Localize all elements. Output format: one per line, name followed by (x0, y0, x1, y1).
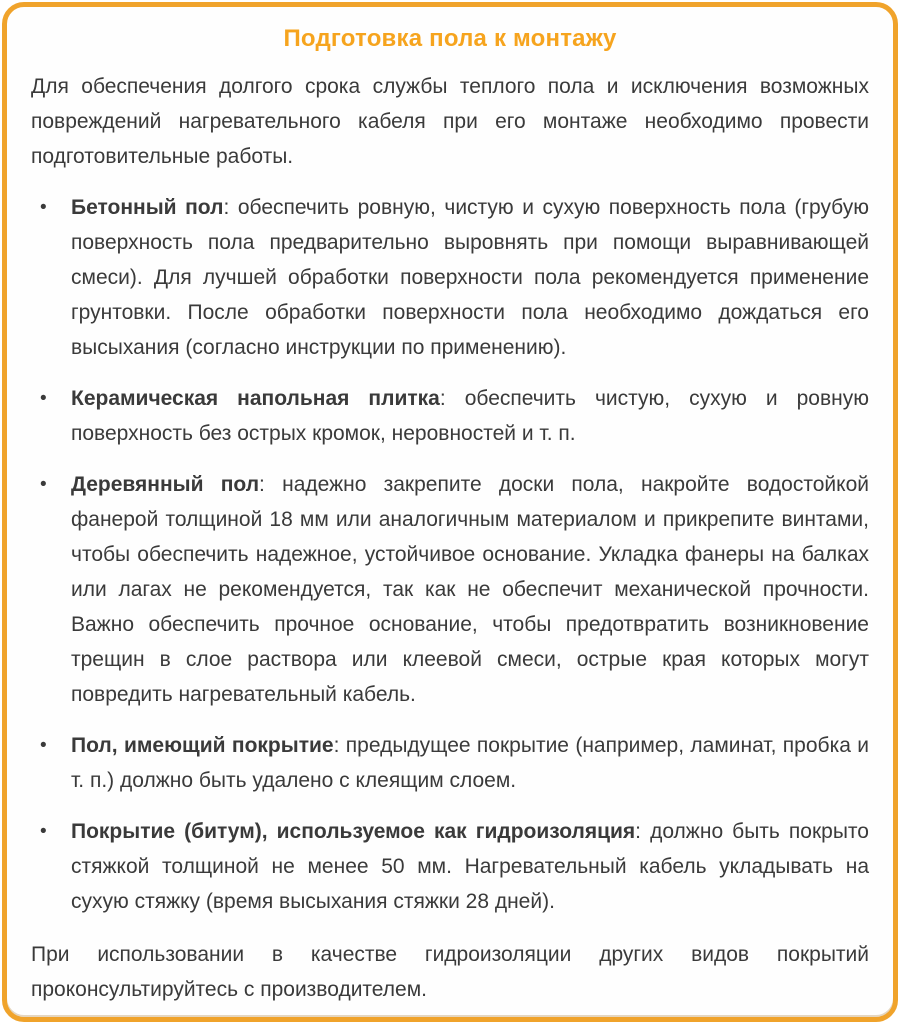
bullet-text: обеспечить чистую, сухую и ровную поверхность без острых кромок, неровностей и т. п. (71, 387, 869, 445)
bullet-icon: • (40, 474, 47, 495)
bullet-paragraph (71, 467, 869, 712)
bullet-label: Пол, имеющий покрытие (71, 734, 334, 757)
intro-paragraph: Для обеспечения долгого срока службы теплого пола и исключения возможных повреждений нагревательного кабеля при его монтаже необходимо провести подготовительные работы. (31, 75, 869, 168)
bullet-text: должно быть покрыто стяжкой толщиной не менее 50 мм. Нагревательный кабель укладывать на сухую стяжку (время высыхания стяжки 28 дней). (71, 820, 869, 913)
bullet-colon: : (635, 820, 642, 843)
bullet-label: Деревянный пол (71, 473, 260, 496)
bullet-paragraph (71, 814, 869, 919)
bullet-colon: : (223, 196, 230, 219)
closing-paragraph: При использовании в качестве гидроизоляции других видов покрытий проконсультируйтесь с производителем. (31, 943, 869, 1001)
list-item (31, 814, 869, 919)
list-item (31, 728, 869, 798)
bullet-text: надежно закрепите доски пола, накройте водостойкой фанерой толщиной 18 мм или аналогичным материалом и прикрепите винтами, чтобы обеспечить надежное, устойчивое основание. Укладка фанеры на балках или лагах не рекомендуется, так как не обеспечит механической прочности. Важно обеспечить прочное основание, чтобы предотвратить возникновение трещин в слое раствора или клеевой смеси, острые края которых могут повредить нагревательный кабель. (71, 473, 869, 706)
instruction-card (2, 2, 898, 1022)
page-title: Подготовка пола к монтажу (283, 25, 617, 52)
bullet-colon: : (259, 473, 265, 496)
bullet-label: Покрытие (битум), используемое как гидроизоляция (71, 820, 636, 843)
bullet-paragraph (71, 190, 869, 365)
list-item (31, 467, 869, 712)
bullet-text: обеспечить ровную, чистую и сухую поверхность пола (грубую поверхность пола предварительно выровнять при помощи выравнивающей смеси). Для лучшей обработки поверхности пола рекомендуется применение грунтовки. После обработки поверхности пола необходимо дождаться его высыхания (согласно инструкции по применению). (71, 196, 869, 359)
bullet-icon: • (40, 197, 47, 218)
bullet-paragraph (71, 728, 869, 798)
bullet-label: Бетонный пол (71, 196, 224, 219)
list-item (31, 381, 869, 451)
bullet-label: Керамическая напольная плитка (71, 387, 440, 410)
bullet-text: предыдущее покрытие (например, ламинат, пробка и т. п.) должно быть удалено с клеящим слоем. (71, 734, 869, 792)
bullet-colon: : (439, 387, 446, 410)
bullet-icon: • (40, 388, 47, 409)
bullet-icon: • (40, 821, 47, 842)
list-item (31, 190, 869, 365)
bullet-colon: : (333, 734, 340, 757)
bullet-paragraph (71, 381, 869, 451)
bullet-list (31, 190, 869, 919)
bullet-icon: • (40, 735, 47, 756)
